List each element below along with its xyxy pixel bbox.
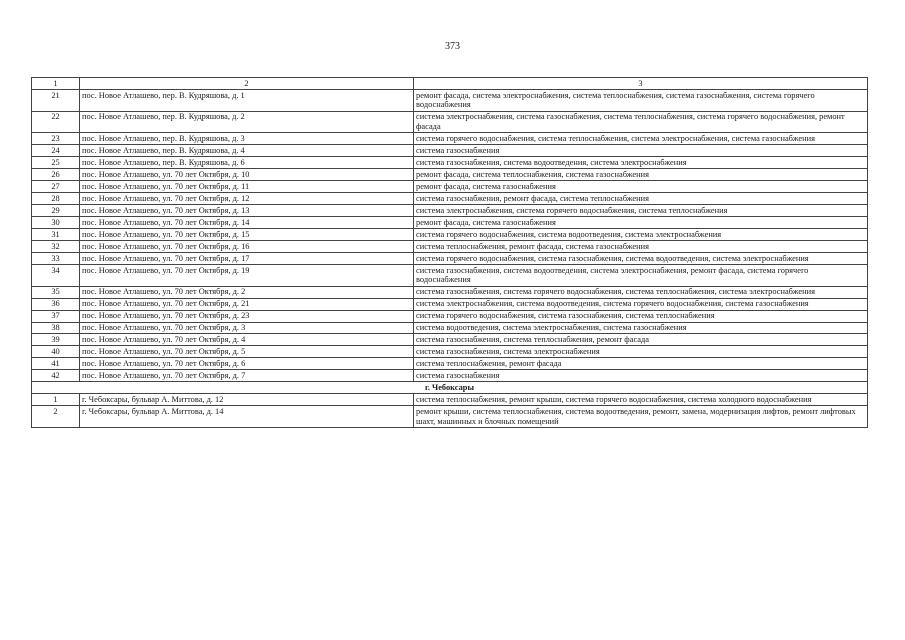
row-works: система электроснабжения, система горячего водоснабжения, система теплоснабжения: [414, 205, 868, 217]
row-number: 27: [32, 181, 80, 193]
row-works: система горячего водоснабжения, система теплоснабжения, система электроснабжения, система газоснабжения: [414, 133, 868, 145]
row-works: система электроснабжения, система водоотведения, система горячего водоснабжения, система газоснабжения: [414, 298, 868, 310]
row-address: пос. Новое Атлашево, ул. 70 лет Октября, д. 6: [80, 358, 414, 370]
row-number: 34: [32, 264, 80, 286]
table-row: [32, 193, 868, 205]
table-row: [32, 217, 868, 229]
table-row: [32, 252, 868, 264]
table-row: [32, 133, 868, 145]
table-row: [32, 394, 868, 406]
row-number: 31: [32, 229, 80, 241]
row-works: система горячего водоснабжения, система газоснабжения, система водоотведения, система электроснабжения: [414, 252, 868, 264]
row-address: пос. Новое Атлашево, ул. 70 лет Октября, д. 15: [80, 229, 414, 241]
table-row: [32, 406, 868, 428]
header-row: [32, 78, 868, 90]
row-address: пос. Новое Атлашево, пер. В. Кудряшова, д. 2: [80, 111, 414, 133]
row-address: пос. Новое Атлашево, ул. 70 лет Октября, д. 23: [80, 310, 414, 322]
works-table: [31, 77, 868, 428]
table-row: [32, 334, 868, 346]
table-row: [32, 264, 868, 286]
row-number: 35: [32, 286, 80, 298]
table-row: [32, 145, 868, 157]
row-works: система водоотведения, система электроснабжения, система газоснабжения: [414, 322, 868, 334]
row-works: система теплоснабжения, ремонт крыши, система горячего водоснабжения, система холодного водоснабжения: [414, 394, 868, 406]
row-number: 26: [32, 169, 80, 181]
row-number: 29: [32, 205, 80, 217]
row-address: пос. Новое Атлашево, ул. 70 лет Октября, д. 14: [80, 217, 414, 229]
page-number: 373: [445, 41, 460, 52]
section-row: [32, 382, 868, 394]
row-address: пос. Новое Атлашево, ул. 70 лет Октября, д. 7: [80, 370, 414, 382]
row-number: 37: [32, 310, 80, 322]
row-address: пос. Новое Атлашево, ул. 70 лет Октября, д. 21: [80, 298, 414, 310]
row-works: ремонт фасада, система теплоснабжения, система газоснабжения: [414, 169, 868, 181]
row-address: пос. Новое Атлашево, пер. В. Кудряшова, д. 1: [80, 89, 414, 111]
table-row: [32, 241, 868, 253]
row-works: система газоснабжения: [414, 145, 868, 157]
row-works: ремонт фасада, система газоснабжения: [414, 217, 868, 229]
row-works: ремонт фасада, система газоснабжения: [414, 181, 868, 193]
row-works: ремонт фасада, система электроснабжения, система теплоснабжения, система газоснабжения, система горячего водоснабжения: [414, 89, 868, 111]
row-number: 25: [32, 157, 80, 169]
row-works: система газоснабжения, ремонт фасада, система теплоснабжения: [414, 193, 868, 205]
row-number: 33: [32, 252, 80, 264]
header-cell-address: 2: [80, 78, 414, 90]
row-number: 28: [32, 193, 80, 205]
row-address: пос. Новое Атлашево, ул. 70 лет Октября, д. 10: [80, 169, 414, 181]
table-row: [32, 157, 868, 169]
row-works: система электроснабжения, система газоснабжения, система теплоснабжения, система горячего водоснабжения, ремонт фасада: [414, 111, 868, 133]
row-address: пос. Новое Атлашево, пер. В. Кудряшова, д. 4: [80, 145, 414, 157]
row-address: пос. Новое Атлашево, ул. 70 лет Октября, д. 16: [80, 241, 414, 253]
table-row: [32, 229, 868, 241]
row-number: 21: [32, 89, 80, 111]
row-address: пос. Новое Атлашево, ул. 70 лет Октября, д. 13: [80, 205, 414, 217]
row-works: ремонт крыши, система теплоснабжения, система водоотведения, ремонт, замена, модернизация лифтов, ремонт лифтовых шахт, машинных и блочных помещений: [414, 406, 868, 428]
row-number: 24: [32, 145, 80, 157]
row-works: система теплоснабжения, ремонт фасада: [414, 358, 868, 370]
row-works: система газоснабжения, система водоотведения, система электроснабжения, ремонт фасада, система горячего водоснабжения: [414, 264, 868, 286]
table-row: [32, 181, 868, 193]
row-address: пос. Новое Атлашево, ул. 70 лет Октября, д. 3: [80, 322, 414, 334]
table-row: [32, 111, 868, 133]
row-number: 36: [32, 298, 80, 310]
row-address: г. Чебоксары, бульвар А. Миттова, д. 14: [80, 406, 414, 428]
table-row: [32, 358, 868, 370]
header-cell-works: 3: [414, 78, 868, 90]
row-number: 38: [32, 322, 80, 334]
row-address: пос. Новое Атлашево, ул. 70 лет Октября, д. 11: [80, 181, 414, 193]
row-number: 40: [32, 346, 80, 358]
section-title: г. Чебоксары: [32, 382, 868, 394]
row-address: пос. Новое Атлашево, ул. 70 лет Октября, д. 12: [80, 193, 414, 205]
table-row: [32, 370, 868, 382]
row-works: система газоснабжения, система горячего водоснабжения, система теплоснабжения, система электроснабжения: [414, 286, 868, 298]
row-address: пос. Новое Атлашево, ул. 70 лет Октября, д. 2: [80, 286, 414, 298]
table-row: [32, 346, 868, 358]
row-address: пос. Новое Атлашево, ул. 70 лет Октября, д. 17: [80, 252, 414, 264]
row-works: система газоснабжения: [414, 370, 868, 382]
row-works: система горячего водоснабжения, система водоотведения, система электроснабжения: [414, 229, 868, 241]
row-works: система газоснабжения, система теплоснабжения, ремонт фасада: [414, 334, 868, 346]
row-address: пос. Новое Атлашево, ул. 70 лет Октября, д. 19: [80, 264, 414, 286]
row-number: 42: [32, 370, 80, 382]
row-address: пос. Новое Атлашево, пер. В. Кудряшова, д. 6: [80, 157, 414, 169]
row-number: 30: [32, 217, 80, 229]
row-works: система газоснабжения, система водоотведения, система электроснабжения: [414, 157, 868, 169]
table-row: [32, 298, 868, 310]
table-row: [32, 169, 868, 181]
row-address: пос. Новое Атлашево, ул. 70 лет Октября, д. 4: [80, 334, 414, 346]
row-number: 1: [32, 394, 80, 406]
row-works: система горячего водоснабжения, система газоснабжения, система теплоснабжения: [414, 310, 868, 322]
row-number: 32: [32, 241, 80, 253]
row-number: 23: [32, 133, 80, 145]
row-works: система газоснабжения, система электроснабжения: [414, 346, 868, 358]
row-number: 41: [32, 358, 80, 370]
row-address: пос. Новое Атлашево, пер. В. Кудряшова, д. 3: [80, 133, 414, 145]
table-row: [32, 89, 868, 111]
row-works: система теплоснабжения, ремонт фасада, система газоснабжения: [414, 241, 868, 253]
row-number: 2: [32, 406, 80, 428]
table-row: [32, 286, 868, 298]
row-number: 22: [32, 111, 80, 133]
header-cell-number: 1: [32, 78, 80, 90]
table-row: [32, 322, 868, 334]
row-address: пос. Новое Атлашево, ул. 70 лет Октября, д. 5: [80, 346, 414, 358]
table-row: [32, 205, 868, 217]
table-row: [32, 310, 868, 322]
row-number: 39: [32, 334, 80, 346]
row-address: г. Чебоксары, бульвар А. Миттова, д. 12: [80, 394, 414, 406]
